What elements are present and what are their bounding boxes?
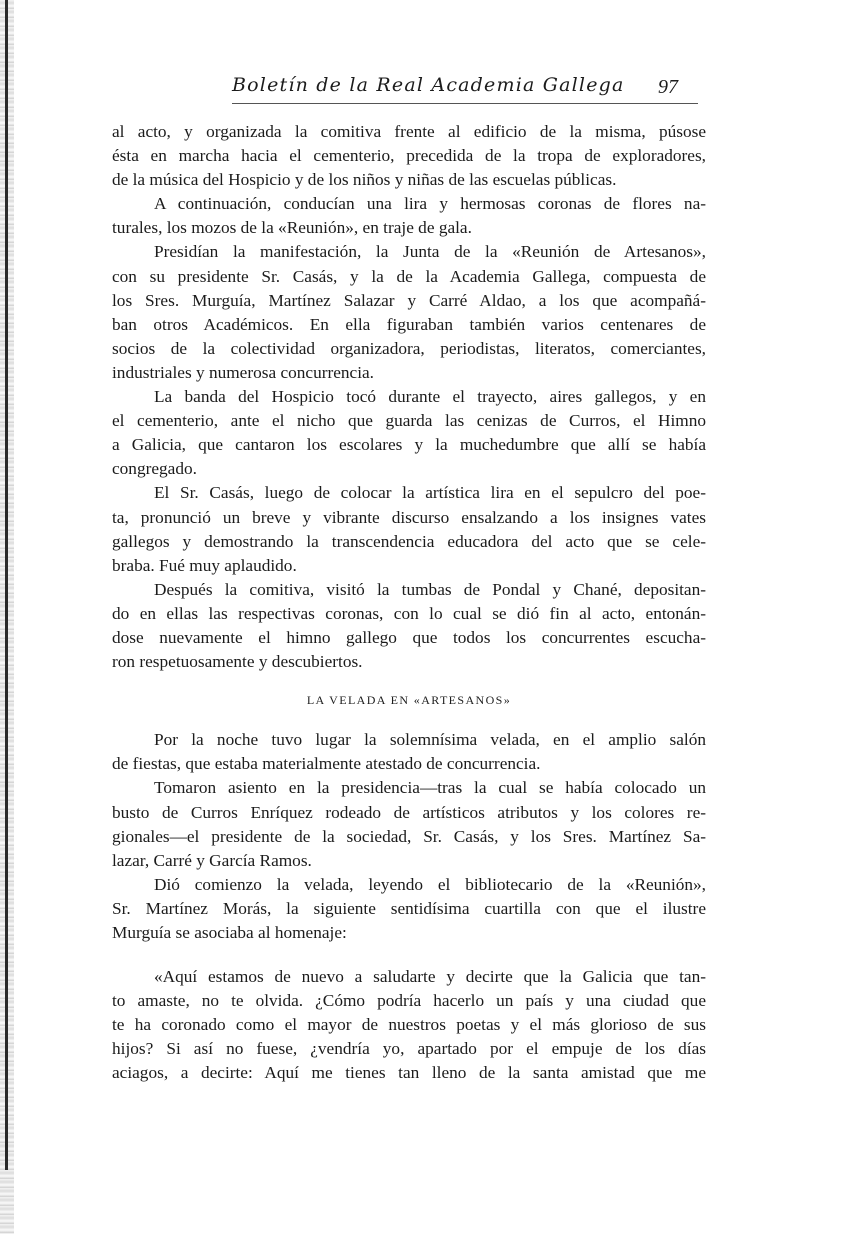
text-line: El Sr. Casás, luego de colocar la artística lira en el sepulcro del poe- — [154, 483, 706, 503]
text-line: Sr. Martínez Morás, la siguiente sentidísima cuartilla con que el ilustre — [112, 898, 706, 918]
paragraph-7 — [112, 728, 706, 776]
spacer — [112, 945, 706, 965]
binding-shadow-line — [5, 0, 8, 1170]
text-line: ta, pronunció un breve y vibrante discurso ensalzando a los insignes vates — [112, 507, 706, 527]
text-line: Por la noche tuvo lugar la solemnísima velada, en el amplio salón — [154, 730, 706, 750]
text-line: turales, los mozos de la «Reunión», en traje de gala. — [112, 218, 472, 238]
text-line: congregado. — [112, 459, 197, 479]
text-line: Tomaron asiento en la presidencia—tras la cual se había colocado un — [154, 778, 706, 798]
paragraph-4 — [112, 385, 706, 481]
paragraph-10-quote — [112, 965, 706, 1085]
text-line: ron respetuosamente y descubiertos. — [112, 652, 363, 672]
text-line: «Aquí estamos de nuevo a saludarte y decirte que la Galicia que tan- — [154, 967, 706, 987]
section-title: LA VELADA EN «ARTESANOS» — [306, 693, 512, 708]
text-line: los Sres. Murguía, Martínez Salazar y Carré Aldao, a los que acompañá- — [112, 290, 706, 310]
page-body — [112, 120, 706, 1086]
paragraph-3 — [112, 240, 706, 385]
text-line: socios de la colectividad organizadora, periodistas, literatos, comerciantes, — [112, 338, 706, 358]
text-line: Presidían la manifestación, la Junta de la «Reunión de Artesanos», — [154, 242, 706, 262]
text-line: ban otros Académicos. En ella figuraban también varios centenares de — [112, 314, 706, 334]
text-line: dose nuevamente el himno gallego que todos los concurrentes escucha- — [112, 627, 706, 647]
text-line: to amaste, no te olvida. ¿Cómo podría hacerlo un país y una ciudad que — [112, 991, 706, 1011]
text-line: con su presidente Sr. Casás, y la de la Academia Gallega, compuesta de — [112, 266, 706, 286]
text-line: Murguía se asociaba al homenaje: — [112, 923, 347, 942]
page-number: 97 — [658, 76, 678, 98]
text-line: te ha coronado como el mayor de nuestros poetas y el más glorioso de sus — [112, 1015, 706, 1035]
text-line: el cementerio, ante el nicho que guarda las cenizas de Curros, el Himno — [112, 411, 706, 431]
running-header — [232, 74, 698, 104]
paragraph-1 — [112, 120, 706, 192]
text-line: braba. Fué muy aplaudido. — [112, 555, 297, 575]
text-line: gallegos y demostrando la transcendencia educadora del acto que se cele- — [112, 531, 706, 551]
text-line: de fiestas, que estaba materialmente atestado de concurrencia. — [112, 754, 541, 774]
text-line: industriales y numerosa concurrencia. — [112, 362, 375, 382]
page-binding-edge — [0, 0, 14, 1234]
text-line: La banda del Hospicio tocó durante el trayecto, aires gallegos, y en — [154, 387, 706, 407]
paragraph-8 — [112, 776, 706, 872]
text-line: do en ellas las respectivas coronas, con lo cual se dió fin al acto, entonán- — [112, 603, 706, 623]
text-line: Después la comitiva, visitó la tumbas de Pondal y Chané, depositan- — [154, 579, 706, 599]
text-line: ésta en marcha hacia el cementerio, precedida de la tropa de exploradores, — [112, 146, 706, 166]
text-line: a Galicia, que cantaron los escolares y la muchedumbre que allí se había — [112, 435, 706, 455]
paragraph-2 — [112, 192, 706, 240]
text-line: de la música del Hospicio y de los niños y niñas de las escuelas públicas. — [112, 170, 617, 190]
text-line: Dió comienzo la velada, leyendo el bibliotecario de la «Reunión», — [154, 874, 706, 894]
text-line: A continuación, conducían una lira y hermosas coronas de flores na- — [154, 194, 706, 214]
paragraph-5 — [112, 481, 706, 577]
text-line: al acto, y organizada la comitiva frente al edificio de la misma, púsose — [112, 122, 706, 141]
paragraph-9 — [112, 873, 706, 945]
text-line: lazar, Carré y García Ramos. — [112, 850, 312, 870]
paragraph-6 — [112, 578, 706, 674]
journal-title: Boletín de la Real Academia Gallega — [232, 74, 625, 96]
text-line: gionales—el presidente de la sociedad, Sr. Casás, y los Sres. Martínez Sa- — [112, 826, 706, 846]
text-line: busto de Curros Enríquez rodeado de artísticos atributos y los colores re- — [112, 802, 706, 822]
header-rule — [232, 103, 698, 104]
text-line: aciagos, a decirte: Aquí me tienes tan lleno de la santa amistad que me — [112, 1063, 706, 1083]
text-line: hijos? Si así no fuese, ¿vendría yo, apartado por el empuje de los días — [112, 1039, 706, 1059]
